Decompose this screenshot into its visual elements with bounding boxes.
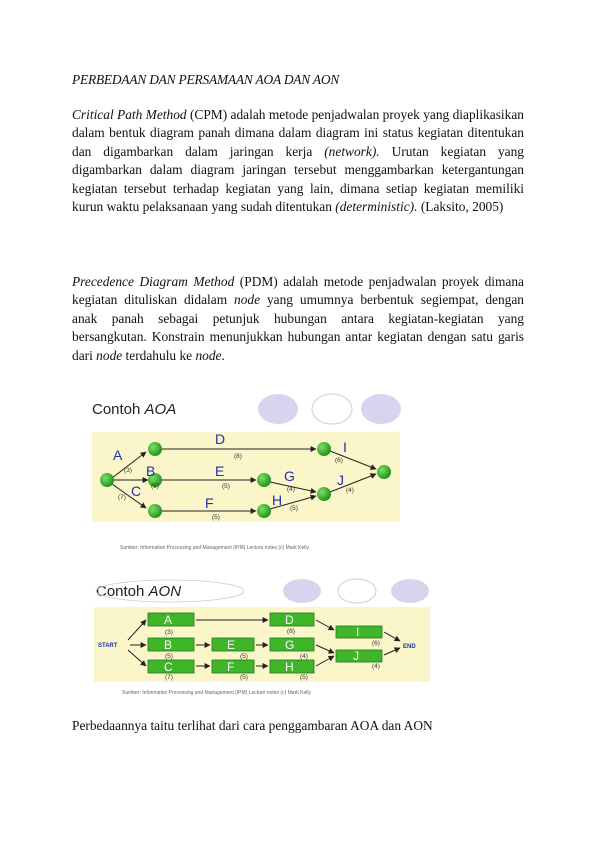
term-pdm: Precedence Diagram Method [72, 274, 235, 289]
aon-label-e: E [227, 638, 236, 652]
document-title: PERBEDAAN DAN PERSAMAAN AOA DAN AON [72, 72, 340, 87]
aon-label-f: F [227, 660, 235, 674]
aon-end-label: END [403, 644, 416, 650]
aoa-label-d: D [215, 431, 226, 447]
aoa-duration-h: (5) [290, 505, 298, 512]
aoa-label-i: I [343, 439, 347, 455]
pdm-text-1: (PDM) adalah metode penjadwalan proyek dimana kegiatan dituliskan didalam [72, 274, 524, 308]
aoa-label-e: E [215, 463, 225, 479]
aon-figure-title: Contoh AON [96, 583, 182, 600]
term-network: (network). [324, 143, 380, 159]
aoa-duration-e: (5) [222, 483, 230, 490]
aoa-duration-c: (7) [118, 494, 126, 501]
aon-label-d: D [285, 613, 294, 627]
pdm-text-2: yang umumnya berbentuk segiempat, dengan anak panah sebagai petunjuk hubungan antara kegiatan-kegiatan yang bersangkutan. Konstrain menunjukkan hubungan antar kegiatan dengan satu garis dari [72, 292, 524, 363]
aoa-duration-d: (8) [234, 453, 242, 460]
aoa-duration-j: (4) [346, 487, 354, 494]
aoa-label-a: A [113, 447, 123, 463]
aon-label-b: B [164, 638, 173, 652]
aon-label-g: G [285, 638, 295, 652]
aon-label-a: A [164, 613, 173, 627]
aoa-label-c: C [131, 483, 142, 499]
aoa-duration-i: (6) [335, 457, 343, 464]
aoa-label-f: F [205, 495, 214, 511]
aoa-duration-g: (4) [287, 486, 295, 493]
aoa-label-h: H [272, 492, 283, 508]
aoa-duration-b: (5) [151, 483, 159, 490]
term-node-1: node [234, 292, 261, 308]
aon-duration-c: (7) [165, 674, 173, 681]
term-cpm: Critical Path Method [72, 107, 187, 122]
aon-duration-b: (5) [165, 653, 173, 660]
cpm-citation: (Laksito, 2005) [417, 199, 504, 215]
aoa-label-j: J [337, 472, 344, 488]
pdm-text-4: . [221, 347, 225, 363]
aon-label-c: C [164, 660, 173, 674]
aon-start-label: START [98, 643, 118, 649]
aon-duration-d: (8) [287, 628, 295, 635]
aoa-figure-title: Contoh AOA [92, 401, 177, 418]
pdm-text-3: terdahulu ke [122, 347, 196, 363]
decorative-bubble-4 [283, 579, 321, 603]
aoa-source-note: Sumber: Information Processing and Management (IPM) Lecture notes (c) Mark Kelly [120, 545, 309, 551]
aon-duration-a: (3) [165, 629, 173, 636]
aon-duration-e: (5) [240, 653, 248, 660]
aoa-label-b: B [146, 463, 156, 479]
aoa-duration-a: (3) [124, 467, 132, 474]
aon-duration-f: (5) [240, 674, 248, 681]
aon-label-h: H [285, 660, 294, 674]
aoa-duration-f: (5) [212, 514, 220, 521]
aon-duration-g: (4) [300, 653, 308, 660]
aon-duration-h: (5) [300, 674, 308, 681]
comparison-caption: Perbedaannya taitu terlihat dari cara penggambaran AOA dan AON [72, 718, 433, 733]
aoa-label-g: G [284, 468, 295, 484]
term-node-2: node [96, 347, 123, 363]
decorative-bubble-5 [338, 579, 376, 603]
aon-source-note: Sumber: Information Processing and Management (IPM) Lecture notes (c) Mark Kelly [122, 690, 311, 696]
aon-label-i: I [356, 625, 360, 639]
cpm-text-2: Urutan kegiatan yang digambarkan dalam diagram jaringan tersebut menggambarkan ketergantungan kegiatan tersebut terhadap kegiatan yang lain, dimana setiap kegiatan memiliki kurun waktu pelaksanaan yang sudah ditentukan [72, 143, 524, 215]
aon-label-j: J [353, 649, 359, 663]
cpm-text-1: (CPM) adalah metode penjadwalan proyek yang diaplikasikan dalam bentuk diagram panah dimana dalam diagram ini status kegiatan ditentukan dan digambarkan dalam jaringan kerja [72, 107, 524, 159]
aon-node-j [336, 650, 382, 662]
decorative-bubble-6 [391, 579, 429, 603]
term-deterministic: (deterministic). [335, 199, 418, 215]
aon-duration-j: (4) [372, 663, 380, 670]
aon-duration-i: (6) [372, 640, 380, 647]
term-node-3: node [195, 347, 222, 363]
